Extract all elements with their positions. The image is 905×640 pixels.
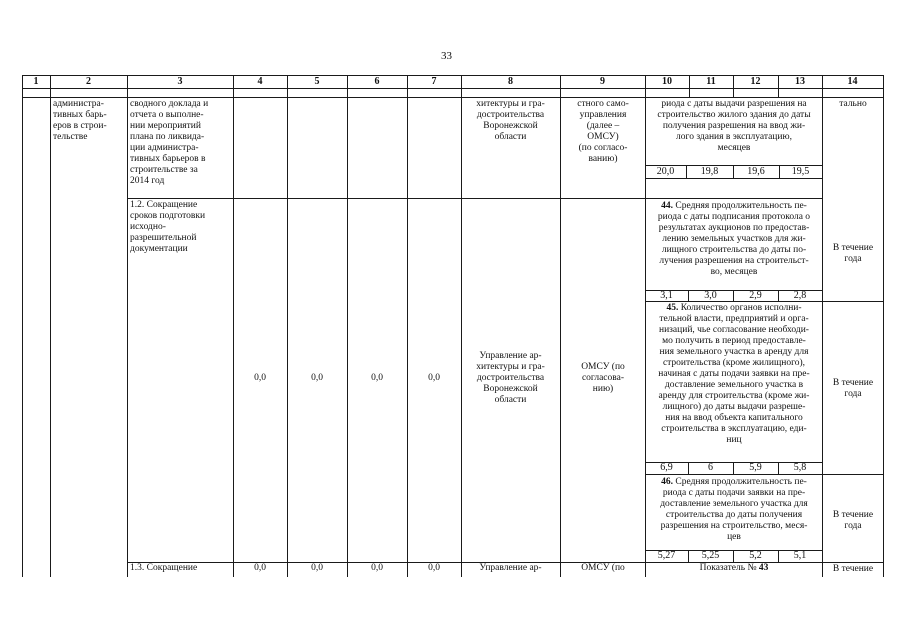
- coexecutor-cell: ОМСУ (по: [581, 563, 625, 573]
- term-cell: В течение года: [832, 378, 874, 399]
- indicator-value: 3,0: [704, 290, 717, 301]
- column-header-12: 12: [750, 76, 761, 87]
- indicator-45: [646, 303, 822, 446]
- column-header-1: 1: [33, 76, 39, 87]
- funding-cell: 0,0: [311, 373, 323, 383]
- term-cell: В течение: [832, 564, 874, 574]
- column-header-13: 13: [795, 76, 805, 87]
- funding-cell: 0,0: [428, 373, 440, 383]
- indicator-reference: [646, 563, 822, 574]
- activity-cell: 1.2. Сокращение сроков подготовки исходно- разрешительной документации: [130, 200, 206, 254]
- funding-cell: 0,0: [311, 563, 323, 573]
- indicator-value: 6,9: [660, 462, 673, 473]
- indicator-number: 46.: [661, 477, 674, 487]
- column-header-11: 11: [706, 76, 716, 87]
- measure-name-cell: администра- тивных барь- еров в строи- тельстве: [53, 99, 107, 142]
- column-header-7: 7: [431, 76, 437, 87]
- indicator-text: риода с даты выдачи разрешения на строительство жилого здания до даты получения разрешения на ввод жи- лого здания в эксплуатацию, месяцев: [657, 99, 811, 153]
- indicator-value: 19,5: [791, 166, 810, 177]
- indicator-value: 3,1: [660, 290, 673, 301]
- indicator-text: Количество органов исполни- тельной власти, предприятий и орга- низаций, чье согласование необходи- мо получить в период предоставле- ния земельного участка в аренду для строительства (кроме жилищного), начиная с даты подачи заявки на пре- доставление земельного участка в аренду для строительства (кроме жи- лищного) до даты выдачи разреше- ния на ввод объекта капитального строительства в эксплуатацию, еди- ниц: [658, 303, 810, 445]
- funding-cell: 0,0: [371, 373, 383, 383]
- column-header-5: 5: [314, 76, 320, 87]
- term-cell: В течение года: [832, 510, 874, 531]
- indicator-value: 19,6: [747, 166, 765, 177]
- indicator-46: [646, 477, 822, 543]
- funding-cell: 0,0: [254, 563, 266, 573]
- funding-cell: 0,0: [371, 563, 383, 573]
- indicator-reference-label: Показатель №: [699, 563, 757, 573]
- indicator-value: 20,0: [656, 166, 675, 177]
- activity-cell: сводного доклада и отчета о выполне- нии мероприятий плана по ликвида- ции администра- тивных барьеров в строительстве за 2014 год: [130, 99, 209, 186]
- funding-cell: 0,0: [254, 373, 266, 383]
- responsible-cell: Управление ар- хитектуры и гра- достроительства Воронежской области: [476, 351, 545, 405]
- column-header-10: 10: [662, 76, 672, 87]
- coexecutor-cell: ОМСУ (по согласова- нию): [581, 362, 625, 394]
- indicator-value: 5,9: [749, 462, 762, 473]
- indicator-value: 5,8: [793, 462, 807, 473]
- coexecutor-cell: стного само- управления (далее – ОМСУ) (по согласо- ванию): [577, 99, 629, 164]
- indicator-value: 19,8: [700, 166, 719, 177]
- activity-cell: 1.3. Сокращение: [130, 563, 198, 573]
- indicator-value: 5,27: [657, 550, 676, 561]
- indicator-value: 5,2: [749, 550, 762, 561]
- term-cell: В течение года: [832, 243, 874, 264]
- column-header-4: 4: [257, 76, 263, 87]
- indicator-value: 5,25: [701, 550, 720, 561]
- indicator-reference-number: 43: [758, 563, 769, 573]
- indicator-number: 44.: [661, 201, 674, 211]
- indicator-number: 45.: [666, 303, 679, 313]
- indicator-value: 6: [708, 462, 713, 473]
- column-header-6: 6: [374, 76, 380, 87]
- column-header-9: 9: [600, 76, 605, 87]
- responsible-cell: Управление ар-: [479, 563, 542, 573]
- page-number: 33: [441, 50, 452, 62]
- column-header-2: 2: [86, 76, 91, 87]
- indicator-value: 5,1: [793, 550, 807, 561]
- term-cell: тально: [839, 99, 867, 109]
- indicator-text: Средняя продолжительность пе- риода с даты подачи заявки на пре- доставление земельного участка для строительства до даты получения разрешения на строительство, меся- цев: [660, 477, 808, 542]
- column-header-8: 8: [508, 76, 513, 87]
- responsible-cell: хитектуры и гра- достроительства Воронежской области: [476, 99, 545, 142]
- indicator-value: 2,9: [749, 290, 762, 301]
- indicator-text: Средняя продолжительность пе- риода с даты подписания протокола о результатах аукционов по предостав- лению земельных участков для жи- лищного строительства до даты по- лучения разрешения на строительст- во, месяцев: [657, 201, 811, 277]
- column-header-3: 3: [177, 76, 183, 87]
- indicator-value: 2,8: [793, 290, 807, 301]
- column-header-14: 14: [847, 76, 858, 87]
- funding-cell: 0,0: [428, 563, 440, 573]
- indicator-44: [646, 201, 822, 278]
